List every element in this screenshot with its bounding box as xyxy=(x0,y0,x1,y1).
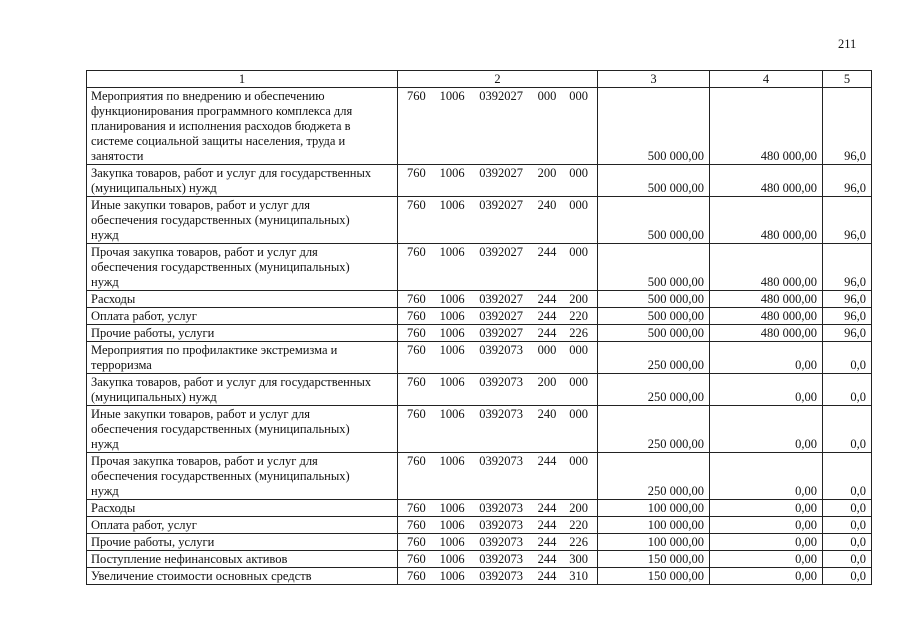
amount-col4: 0,00 xyxy=(710,568,823,585)
row-description: Закупка товаров, работ и услуг для государственных (муниципальных) нужд xyxy=(87,165,398,197)
percent-col5: 0,0 xyxy=(823,568,872,585)
code-kosgu: 000 xyxy=(569,198,589,212)
code-target-article: 0392027 xyxy=(479,166,523,180)
code-kosgu: 220 xyxy=(569,309,589,323)
code-kosgu: 000 xyxy=(569,89,589,103)
table-row xyxy=(87,568,872,585)
code-ministry: 760 xyxy=(407,89,426,103)
amount-col3: 500 000,00 xyxy=(598,308,710,325)
row-description: Мероприятия по профилактике экстремизма и терроризма xyxy=(87,342,398,374)
row-description: Закупка товаров, работ и услуг для государственных (муниципальных) нужд xyxy=(87,374,398,406)
table-row xyxy=(87,325,872,342)
amount-col3: 250 000,00 xyxy=(598,342,710,374)
row-codes xyxy=(398,88,598,165)
amount-col3: 150 000,00 xyxy=(598,568,710,585)
column-header-1: 1 xyxy=(87,71,398,88)
table-row xyxy=(87,197,872,244)
percent-col5: 0,0 xyxy=(823,453,872,500)
row-codes xyxy=(398,500,598,517)
table-header-row xyxy=(87,71,872,88)
code-ministry: 760 xyxy=(407,326,426,340)
code-section: 1006 xyxy=(439,343,465,357)
percent-col5: 0,0 xyxy=(823,374,872,406)
row-description: Поступление нефинансовых активов xyxy=(87,551,398,568)
page-number: 211 xyxy=(838,37,857,51)
percent-col5: 96,0 xyxy=(823,308,872,325)
amount-col3: 250 000,00 xyxy=(598,374,710,406)
amount-col4: 480 000,00 xyxy=(710,197,823,244)
amount-col3: 250 000,00 xyxy=(598,453,710,500)
code-section: 1006 xyxy=(439,535,465,549)
code-expense-type: 240 xyxy=(537,198,557,212)
row-description: Прочие работы, услуги xyxy=(87,325,398,342)
code-section: 1006 xyxy=(439,501,465,515)
table-row xyxy=(87,244,872,291)
amount-col3: 250 000,00 xyxy=(598,406,710,453)
amount-col4: 0,00 xyxy=(710,517,823,534)
amount-col4: 0,00 xyxy=(710,453,823,500)
code-group xyxy=(407,343,595,358)
row-codes xyxy=(398,308,598,325)
code-ministry: 760 xyxy=(407,454,426,468)
code-section: 1006 xyxy=(439,518,465,532)
code-target-article: 0392073 xyxy=(479,454,523,468)
row-codes xyxy=(398,551,598,568)
code-expense-type: 244 xyxy=(537,569,557,583)
code-group xyxy=(407,375,595,390)
code-kosgu: 000 xyxy=(569,454,589,468)
code-group xyxy=(407,552,595,567)
code-ministry: 760 xyxy=(407,375,426,389)
code-kosgu: 300 xyxy=(569,552,589,566)
code-group xyxy=(407,454,595,469)
code-section: 1006 xyxy=(439,569,465,583)
amount-col3: 100 000,00 xyxy=(598,500,710,517)
table-row xyxy=(87,453,872,500)
table-row xyxy=(87,291,872,308)
code-section: 1006 xyxy=(439,245,465,259)
table-row xyxy=(87,406,872,453)
code-target-article: 0392073 xyxy=(479,343,523,357)
code-group xyxy=(407,292,595,307)
column-header-3: 3 xyxy=(598,71,710,88)
percent-col5: 0,0 xyxy=(823,534,872,551)
code-kosgu: 000 xyxy=(569,166,589,180)
amount-col3: 500 000,00 xyxy=(598,244,710,291)
table-row xyxy=(87,517,872,534)
amount-col3: 150 000,00 xyxy=(598,551,710,568)
row-codes xyxy=(398,244,598,291)
code-group xyxy=(407,501,595,516)
code-section: 1006 xyxy=(439,326,465,340)
budget-table xyxy=(86,70,872,585)
column-header-2: 2 xyxy=(398,71,598,88)
code-group xyxy=(407,535,595,550)
amount-col4: 480 000,00 xyxy=(710,291,823,308)
code-expense-type: 244 xyxy=(537,518,557,532)
percent-col5: 96,0 xyxy=(823,244,872,291)
amount-col4: 480 000,00 xyxy=(710,244,823,291)
code-section: 1006 xyxy=(439,292,465,306)
table-row xyxy=(87,342,872,374)
table-row xyxy=(87,88,872,165)
code-kosgu: 200 xyxy=(569,292,589,306)
amount-col3: 500 000,00 xyxy=(598,88,710,165)
table-row xyxy=(87,500,872,517)
code-expense-type: 240 xyxy=(537,407,557,421)
code-expense-type: 244 xyxy=(537,552,557,566)
table-body xyxy=(87,71,872,585)
code-target-article: 0392027 xyxy=(479,292,523,306)
code-section: 1006 xyxy=(439,375,465,389)
amount-col4: 0,00 xyxy=(710,406,823,453)
code-ministry: 760 xyxy=(407,552,426,566)
code-section: 1006 xyxy=(439,89,465,103)
table-row xyxy=(87,165,872,197)
code-group xyxy=(407,166,595,181)
amount-col3: 500 000,00 xyxy=(598,165,710,197)
code-expense-type: 000 xyxy=(537,89,557,103)
code-group xyxy=(407,245,595,260)
row-description: Оплата работ, услуг xyxy=(87,308,398,325)
code-group xyxy=(407,309,595,324)
code-ministry: 760 xyxy=(407,309,426,323)
code-section: 1006 xyxy=(439,198,465,212)
row-codes xyxy=(398,325,598,342)
code-section: 1006 xyxy=(439,166,465,180)
row-description: Иные закупки товаров, работ и услуг для обеспечения государственных (муниципальных) нужд xyxy=(87,197,398,244)
code-ministry: 760 xyxy=(407,166,426,180)
amount-col4: 480 000,00 xyxy=(710,88,823,165)
code-group xyxy=(407,407,595,422)
code-target-article: 0392073 xyxy=(479,501,523,515)
percent-col5: 0,0 xyxy=(823,551,872,568)
amount-col3: 100 000,00 xyxy=(598,534,710,551)
code-target-article: 0392073 xyxy=(479,375,523,389)
percent-col5: 96,0 xyxy=(823,88,872,165)
percent-col5: 0,0 xyxy=(823,500,872,517)
code-group xyxy=(407,326,595,341)
code-expense-type: 244 xyxy=(537,326,557,340)
code-target-article: 0392073 xyxy=(479,535,523,549)
code-ministry: 760 xyxy=(407,343,426,357)
code-ministry: 760 xyxy=(407,198,426,212)
code-section: 1006 xyxy=(439,454,465,468)
code-target-article: 0392027 xyxy=(479,198,523,212)
code-expense-type: 244 xyxy=(537,245,557,259)
code-ministry: 760 xyxy=(407,535,426,549)
row-codes xyxy=(398,197,598,244)
amount-col4: 0,00 xyxy=(710,551,823,568)
amount-col4: 0,00 xyxy=(710,534,823,551)
code-kosgu: 310 xyxy=(569,569,589,583)
percent-col5: 0,0 xyxy=(823,406,872,453)
row-codes xyxy=(398,291,598,308)
row-description: Оплата работ, услуг xyxy=(87,517,398,534)
percent-col5: 0,0 xyxy=(823,342,872,374)
amount-col4: 480 000,00 xyxy=(710,325,823,342)
row-codes xyxy=(398,453,598,500)
column-header-5: 5 xyxy=(823,71,872,88)
code-kosgu: 000 xyxy=(569,407,589,421)
code-target-article: 0392027 xyxy=(479,245,523,259)
row-codes xyxy=(398,534,598,551)
row-description: Прочая закупка товаров, работ и услуг для обеспечения государственных (муниципальных) нужд xyxy=(87,244,398,291)
code-expense-type: 244 xyxy=(537,501,557,515)
code-target-article: 0392073 xyxy=(479,407,523,421)
row-codes xyxy=(398,374,598,406)
table-row xyxy=(87,308,872,325)
code-section: 1006 xyxy=(439,309,465,323)
code-ministry: 760 xyxy=(407,518,426,532)
code-kosgu: 000 xyxy=(569,343,589,357)
code-ministry: 760 xyxy=(407,407,426,421)
code-group xyxy=(407,569,595,584)
code-section: 1006 xyxy=(439,552,465,566)
row-codes xyxy=(398,342,598,374)
code-section: 1006 xyxy=(439,407,465,421)
code-expense-type: 244 xyxy=(537,309,557,323)
code-kosgu: 000 xyxy=(569,375,589,389)
code-kosgu: 220 xyxy=(569,518,589,532)
code-ministry: 760 xyxy=(407,245,426,259)
row-codes xyxy=(398,568,598,585)
row-description: Прочая закупка товаров, работ и услуг для обеспечения государственных (муниципальных) нужд xyxy=(87,453,398,500)
code-group xyxy=(407,518,595,533)
code-expense-type: 244 xyxy=(537,535,557,549)
row-description: Расходы xyxy=(87,291,398,308)
amount-col3: 500 000,00 xyxy=(598,197,710,244)
code-expense-type: 200 xyxy=(537,166,557,180)
code-target-article: 0392073 xyxy=(479,518,523,532)
column-header-4: 4 xyxy=(710,71,823,88)
code-target-article: 0392027 xyxy=(479,89,523,103)
code-group xyxy=(407,198,595,213)
amount-col4: 0,00 xyxy=(710,374,823,406)
percent-col5: 96,0 xyxy=(823,325,872,342)
row-description: Расходы xyxy=(87,500,398,517)
code-group xyxy=(407,89,595,104)
amount-col3: 100 000,00 xyxy=(598,517,710,534)
row-description: Прочие работы, услуги xyxy=(87,534,398,551)
code-target-article: 0392027 xyxy=(479,326,523,340)
row-codes xyxy=(398,406,598,453)
code-expense-type: 200 xyxy=(537,375,557,389)
percent-col5: 96,0 xyxy=(823,165,872,197)
row-codes xyxy=(398,165,598,197)
percent-col5: 96,0 xyxy=(823,291,872,308)
code-expense-type: 000 xyxy=(537,343,557,357)
row-description: Иные закупки товаров, работ и услуг для обеспечения государственных (муниципальных) нужд xyxy=(87,406,398,453)
table-row xyxy=(87,374,872,406)
code-ministry: 760 xyxy=(407,292,426,306)
code-kosgu: 200 xyxy=(569,501,589,515)
amount-col4: 480 000,00 xyxy=(710,308,823,325)
percent-col5: 96,0 xyxy=(823,197,872,244)
code-ministry: 760 xyxy=(407,501,426,515)
amount-col3: 500 000,00 xyxy=(598,325,710,342)
code-target-article: 0392073 xyxy=(479,552,523,566)
percent-col5: 0,0 xyxy=(823,517,872,534)
amount-col3: 500 000,00 xyxy=(598,291,710,308)
table-row xyxy=(87,551,872,568)
code-target-article: 0392027 xyxy=(479,309,523,323)
table-row xyxy=(87,534,872,551)
code-kosgu: 226 xyxy=(569,326,589,340)
row-codes xyxy=(398,517,598,534)
row-description: Увеличение стоимости основных средств xyxy=(87,568,398,585)
code-expense-type: 244 xyxy=(537,454,557,468)
code-ministry: 760 xyxy=(407,569,426,583)
code-kosgu: 000 xyxy=(569,245,589,259)
code-expense-type: 244 xyxy=(537,292,557,306)
code-kosgu: 226 xyxy=(569,535,589,549)
row-description: Мероприятия по внедрению и обеспечению функционирования программного комплекса для планирования и исполнения расходов бюджета в системе социальной защиты населения, труда и занятости xyxy=(87,88,398,165)
amount-col4: 480 000,00 xyxy=(710,165,823,197)
amount-col4: 0,00 xyxy=(710,500,823,517)
amount-col4: 0,00 xyxy=(710,342,823,374)
code-target-article: 0392073 xyxy=(479,569,523,583)
